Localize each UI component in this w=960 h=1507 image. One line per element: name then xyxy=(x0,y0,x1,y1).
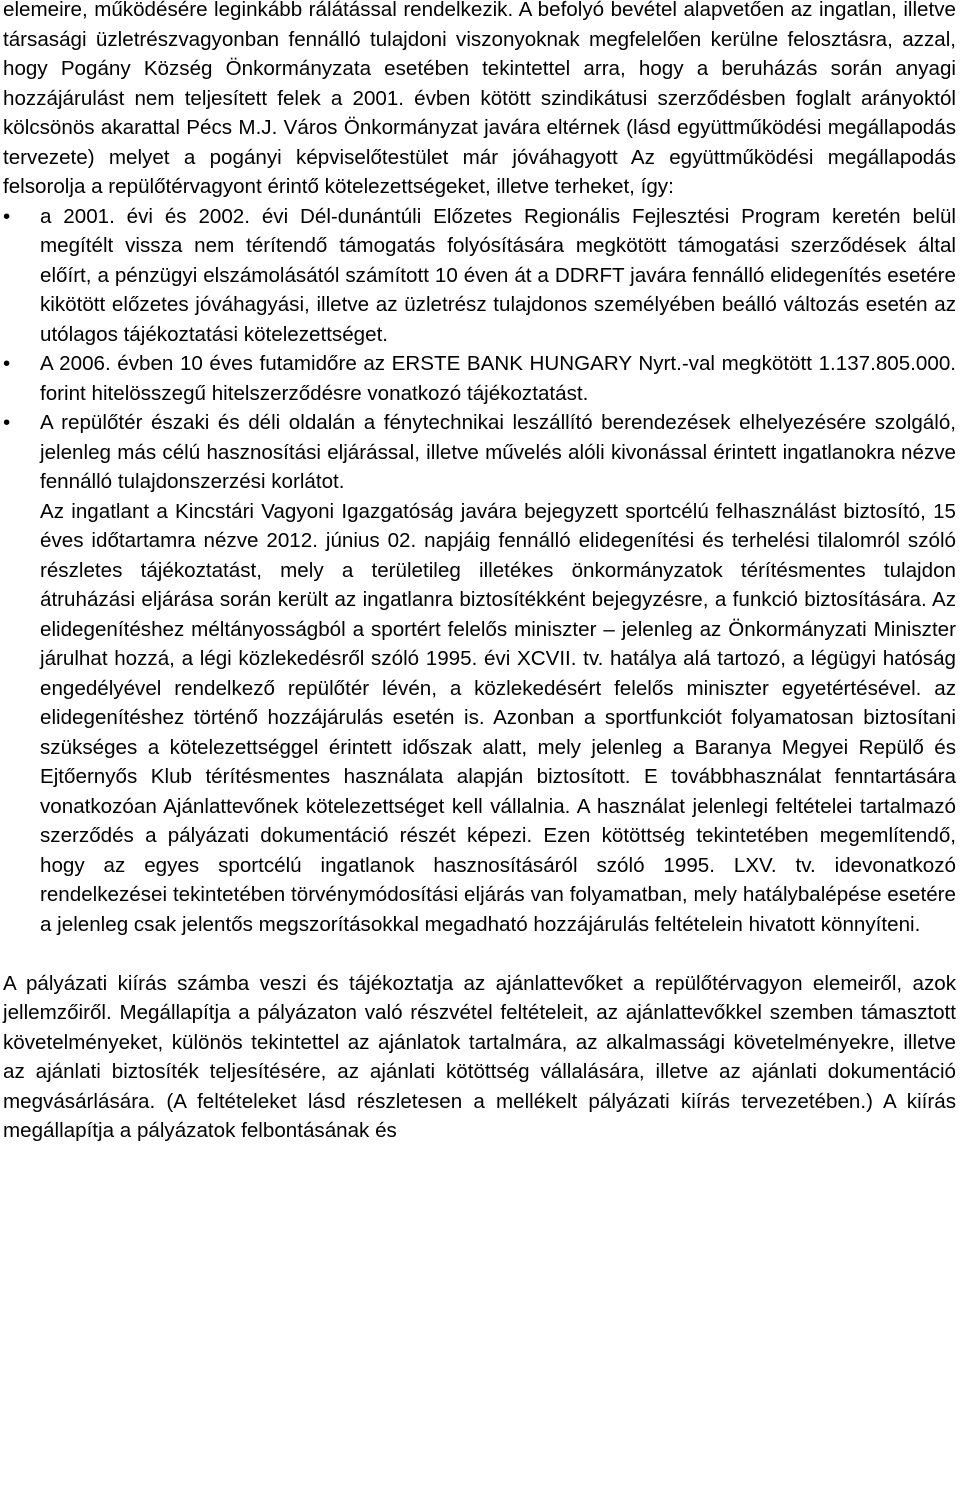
list-item xyxy=(3,202,956,350)
list-item xyxy=(3,408,956,939)
intro-paragraph: elemeire, működésére leginkább rálátással rendelkezik. A befolyó bevétel alapvetően az ingatlan, illetve társasági üzletrészvagyonban fennálló tulajdoni viszonyoknak megfelelően kerülne felosztásra, azzal, hogy Pogány Község Önkormányzata esetében tekintettel arra, hogy a beruházás során anyagi hozzájárulást nem teljesített felek a 2001. évben kötött szindikátusi szerződésben foglalt arányoktól kölcsönös akarattal Pécs M.J. Város Önkormányzat javára eltérnek (lásd együttműködési megállapodás tervezete) melyet a pogányi képviselőtestület már jóváhagyott Az együttműködési megállapodás felsorolja a repülőtérvagyont érintő kötelezettségeket, illetve terheket, így: xyxy=(3,0,956,198)
bullet-icon: • xyxy=(3,352,11,375)
list-item-text: a 2001. évi és 2002. évi Dél-dunántúli Előzetes Regionális Fejlesztési Program keretén belül megítélt vissza nem térítendő támogatás folyósítására megkötött támogatási szerződések által előírt, a pénzügyi elszámolásától számított 10 éven át a DDRFT javára fennálló elidegenítés esetére kikötött előzetes jóváhagyási, illetve az üzletrész tulajdonos személyében beálló változás esetén az utólagos tájékoztatási kötelezettséget. xyxy=(40,204,956,346)
list-item-continuation: Az ingatlant a Kincstári Vagyoni Igazgatóság javára bejegyzett sportcélú felhasználást biztosító, 15 éves időtartamra nézve 2012. június 02. napjáig fennálló elidegenítési és terhelési tilalomról szóló részletes tájékoztatást, mely a területileg illetékes önkormányzatok térítésmentes tulajdon átruházási eljárása során került az ingatlanra biztosítékként bejegyzésre, a funkció biztosítására. Az elidegenítéshez méltányosságból a sportért felelős miniszter – jelenleg az Önkormányzati Miniszter járulhat hozzá, a légi közlekedésről szóló 1995. évi XCVII. tv. hatálya alá tartozó, a légügyi hatóság engedélyével rendelkező repülőtér lévén, a közlekedésért felelős miniszter egyetértésével. az elidegenítéshez történő hozzájárulás esetén is. Azonban a sportfunkciót folyamatosan biztosítani szükséges a kötelezettséggel érintett időszak alatt, mely jelenleg a Baranya Megyei Repülő és Ejtőernyős Klub térítésmentes használata alapján biztosított. E továbbhasználat fenntartására vonatkozóan Ajánlattevőnek kötelezettséget kell vállalnia. A használat jelenlegi feltételei tartalmazó szerződés a pályázati dokumentáció részét képezi. Ezen kötöttség tekintetében megemlítendő, hogy az egyes sportcélú ingatlanok hasznosításáról szóló 1995. LXV. tv. idevonatkozó rendelkezései tekintetében törvénymódosítási eljárás van folyamatban, mely hatálybalépése esetére a jelenleg csak jelentős megszorításokkal megadható hozzájárulás feltételein hivatott könnyíteni. xyxy=(40,499,956,936)
paragraph-spacer xyxy=(3,939,956,969)
list-item xyxy=(3,349,956,408)
bullet-icon: • xyxy=(3,411,11,434)
list-item-text: A repülőtér északi és déli oldalán a fénytechnikai leszállító berendezések elhelyezésére szolgáló, jelenleg más célú hasznosítási eljárással, illetve művelés alóli kivonással érintett ingatlanokra nézve fennálló tulajdonszerzési korlátot. xyxy=(40,411,956,493)
bullet-icon: • xyxy=(3,204,11,228)
obligations-list xyxy=(3,202,956,940)
closing-paragraph: A pályázati kiírás számba veszi és tájékoztatja az ajánlattevőket a repülőtérvagyon elemeiről, azok jellemzőiről. Megállapítja a pályázaton való részvétel feltételeit, az ajánlattevőkkel szemben támasztott követelményeket, különös tekintettel az ajánlatok tartalmára, az alkalmassági követelményekre, illetve az ajánlati biztosíték teljesítésére, az ajánlati kötöttség vállalására, illetve az ajánlati dokumentáció megvásárlására. (A feltételeket lásd részletesen a mellékelt pályázati kiírás tervezetében.) A kiírás megállapítja a pályázatok felbontásának és xyxy=(3,971,956,1142)
list-item-text: A 2006. évben 10 éves futamidőre az ERSTE BANK HUNGARY Nyrt.-val megkötött 1.137.805.000. forint hitelösszegű hitelszerződésre vonatkozó tájékoztatást. xyxy=(40,352,956,405)
